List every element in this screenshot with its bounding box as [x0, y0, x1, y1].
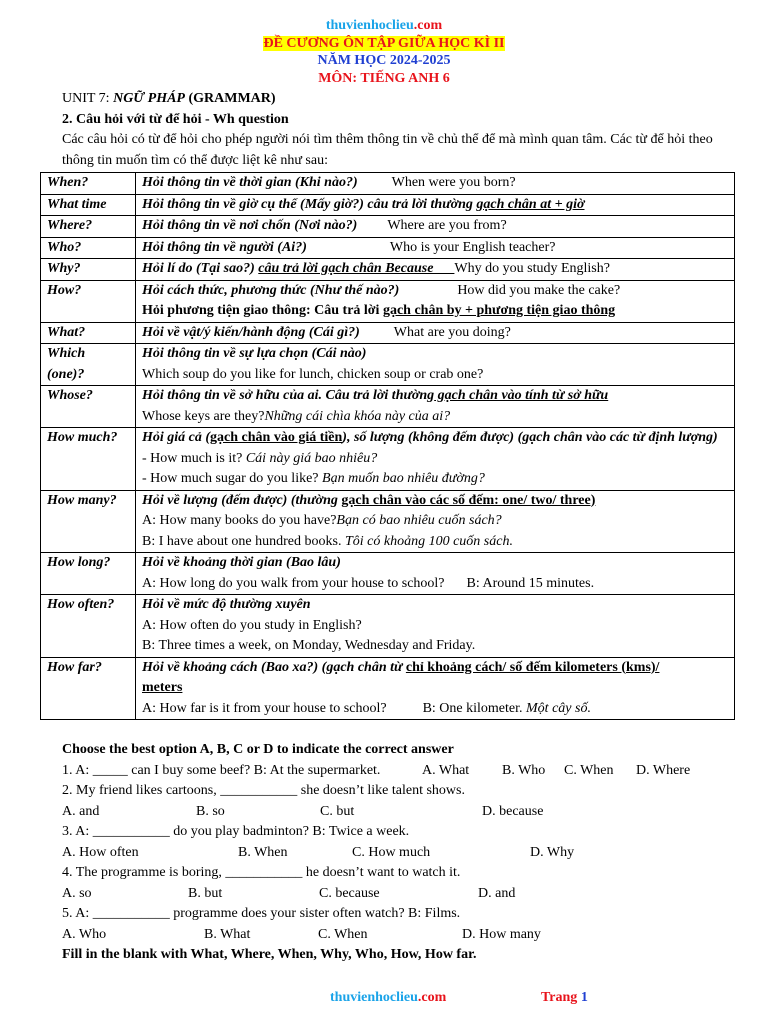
- option-c[interactable]: C. How much: [352, 844, 431, 860]
- wh-question-table: [40, 172, 735, 720]
- table-row: [41, 322, 735, 344]
- options-5: [62, 925, 752, 946]
- table-row: [41, 237, 735, 259]
- option-b[interactable]: B. When: [238, 844, 288, 860]
- table-row: [41, 595, 735, 658]
- wh-word: Whose?: [41, 386, 136, 428]
- page-number: Trang 1: [541, 990, 588, 1005]
- table-row: [41, 428, 735, 491]
- subject: MÔN: TIẾNG ANH 6: [318, 70, 450, 86]
- option-c[interactable]: C. When: [318, 926, 368, 942]
- wh-description: Hỏi thông tin về nơi chốn (Nơi nào?) Where are you from?: [136, 216, 735, 238]
- wh-word: How far?: [41, 657, 136, 720]
- wh-word: What time: [41, 194, 136, 216]
- section-heading: 2. Câu hỏi với từ để hỏi - Wh question: [62, 111, 289, 127]
- wh-word: Who?: [41, 237, 136, 259]
- document-title: ĐỀ CƯƠNG ÔN TẬP GIỮA HỌC KÌ II: [263, 35, 505, 51]
- table-row: [41, 657, 735, 720]
- wh-word: How many?: [41, 490, 136, 553]
- option-d[interactable]: D. because: [482, 803, 544, 819]
- wh-description: Hỏi thông tin về giờ cụ thể (Mấy giờ?) câu trả lời thường gạch chân at + giờ: [136, 194, 735, 216]
- options-3: [62, 843, 752, 864]
- table-row: [41, 386, 735, 428]
- wh-description: Hỏi về lượng (đếm được) (thường gạch chân vào các số đếm: one/ two/ three) A: How many books do you have?Bạn có bao nhiêu cuốn sách? B: I have about one hundred books. Tôi có khoảng 100 cuốn sách.: [136, 490, 735, 553]
- option-c[interactable]: C. When: [564, 762, 614, 778]
- question-1: 1. A: _____ can I buy some beef? B: At the supermarket. A. What B. Who C. When D. Where: [62, 761, 752, 782]
- option-b[interactable]: B. but: [188, 885, 223, 901]
- option-a[interactable]: A. How often: [62, 844, 139, 860]
- question-4: 4. The programme is boring, ___________ he doesn’t want to watch it.: [62, 865, 461, 880]
- option-b[interactable]: B. What: [204, 926, 251, 942]
- exercise-instruction: Choose the best option A, B, C or D to indicate the correct answer: [62, 742, 454, 757]
- wh-word: Why?: [41, 259, 136, 281]
- options-2: [62, 802, 752, 823]
- wh-word: Where?: [41, 216, 136, 238]
- question-5: 5. A: ___________ programme does your sister often watch? B: Films.: [62, 906, 461, 921]
- wh-word: Which (one)?: [41, 344, 136, 386]
- wh-description: Hỏi thông tin về sự lựa chọn (Cái nào) Which soup do you like for lunch, chicken soup or crab one?: [136, 344, 735, 386]
- intro-section: [62, 89, 722, 171]
- exercise-section: [62, 740, 752, 966]
- school-year: NĂM HỌC 2024-2025: [317, 53, 451, 68]
- wh-description: Hỏi về mức độ thường xuyên A: How often do you study in English? B: Three times a week, on Monday, Wednesday and Friday.: [136, 595, 735, 658]
- table-row: [41, 259, 735, 281]
- table-row: [41, 173, 735, 195]
- option-a[interactable]: A. so: [62, 885, 92, 901]
- question-3: 3. A: ___________ do you play badminton? B: Twice a week.: [62, 824, 410, 839]
- wh-description: Hỏi thông tin về thời gian (Khi nào?) When were you born?: [136, 173, 735, 195]
- wh-word: When?: [41, 173, 136, 195]
- wh-description: Hỏi lí do (Tại sao?) câu trả lời gạch chân Because Why do you study English?: [136, 259, 735, 281]
- wh-description: Hỏi thông tin về người (Ai?) Who is your English teacher?: [136, 237, 735, 259]
- footer-site[interactable]: thuvienhoclieu.com: [330, 990, 447, 1005]
- options-4: [62, 884, 752, 905]
- option-d[interactable]: D. Why: [530, 844, 575, 860]
- table-row: [41, 344, 735, 386]
- option-a[interactable]: A. and: [62, 803, 100, 819]
- site-name[interactable]: thuvienhoclieu.com: [325, 18, 443, 33]
- table-row: [41, 216, 735, 238]
- wh-word: What?: [41, 322, 136, 344]
- table-row: [41, 194, 735, 216]
- option-c[interactable]: C. because: [319, 885, 380, 901]
- table-row: [41, 280, 735, 322]
- wh-description: Hỏi thông tin về sở hữu của ai. Câu trả lời thường gạch chân vào tính từ sở hữu Whose keys are they?Những cái chìa khóa này của ai?: [136, 386, 735, 428]
- option-a[interactable]: A. Who: [62, 926, 107, 942]
- wh-word: How much?: [41, 428, 136, 491]
- wh-description: Hỏi cách thức, phương thức (Như thế nào?) How did you make the cake? Hỏi phương tiện giao thông: Câu trả lời gạch chân by + phương tiện giao thông: [136, 280, 735, 322]
- option-d[interactable]: D. Where: [636, 762, 691, 778]
- table-row: [41, 490, 735, 553]
- wh-description: Hỏi giá cả (gạch chân vào giá tiền), số lượng (không đếm được) (gạch chân vào các từ định lượng) - How much is it? Cái này giá bao nhiêu? - How much sugar do you like? Bạn muốn bao nhiêu đường?: [136, 428, 735, 491]
- option-d[interactable]: D. and: [478, 885, 516, 901]
- option-a[interactable]: A. What: [422, 762, 470, 778]
- unit-heading: UNIT 7: NGỮ PHÁP (GRAMMAR): [62, 91, 276, 106]
- option-b[interactable]: B. Who: [502, 762, 546, 778]
- wh-word: How long?: [41, 553, 136, 595]
- document-header: [0, 17, 768, 87]
- wh-description: Hỏi về khoảng thời gian (Bao lâu) A: How long do you walk from your house to school? B: Around 15 minutes.: [136, 553, 735, 595]
- fill-instruction: Fill in the blank with What, Where, When, Why, Who, How, How far.: [62, 947, 477, 962]
- option-c[interactable]: C. but: [320, 803, 355, 819]
- table-row: [41, 553, 735, 595]
- question-2: 2. My friend likes cartoons, ___________ she doesn’t like talent shows.: [62, 783, 465, 798]
- wh-word: How often?: [41, 595, 136, 658]
- intro-paragraph: Các câu hỏi có từ để hỏi cho phép người nói tìm thêm thông tin về chủ thể để mà mình quan tâm. Các từ để hỏi theo thông tin muốn tìm có thể được liệt kê như sau:: [62, 132, 713, 168]
- option-d[interactable]: D. How many: [462, 926, 541, 942]
- option-b[interactable]: B. so: [196, 803, 225, 819]
- wh-description: Hỏi về khoảng cách (Bao xa?) (gạch chân từ chỉ khoảng cách/ số đếm kilometers (kms)/ meters A: How far is it from your house to school? B: One kilometer. Một cây số.: [136, 657, 735, 720]
- wh-description: Hỏi về vật/ý kiến/hành động (Cái gì?) What are you doing?: [136, 322, 735, 344]
- wh-word: How?: [41, 280, 136, 322]
